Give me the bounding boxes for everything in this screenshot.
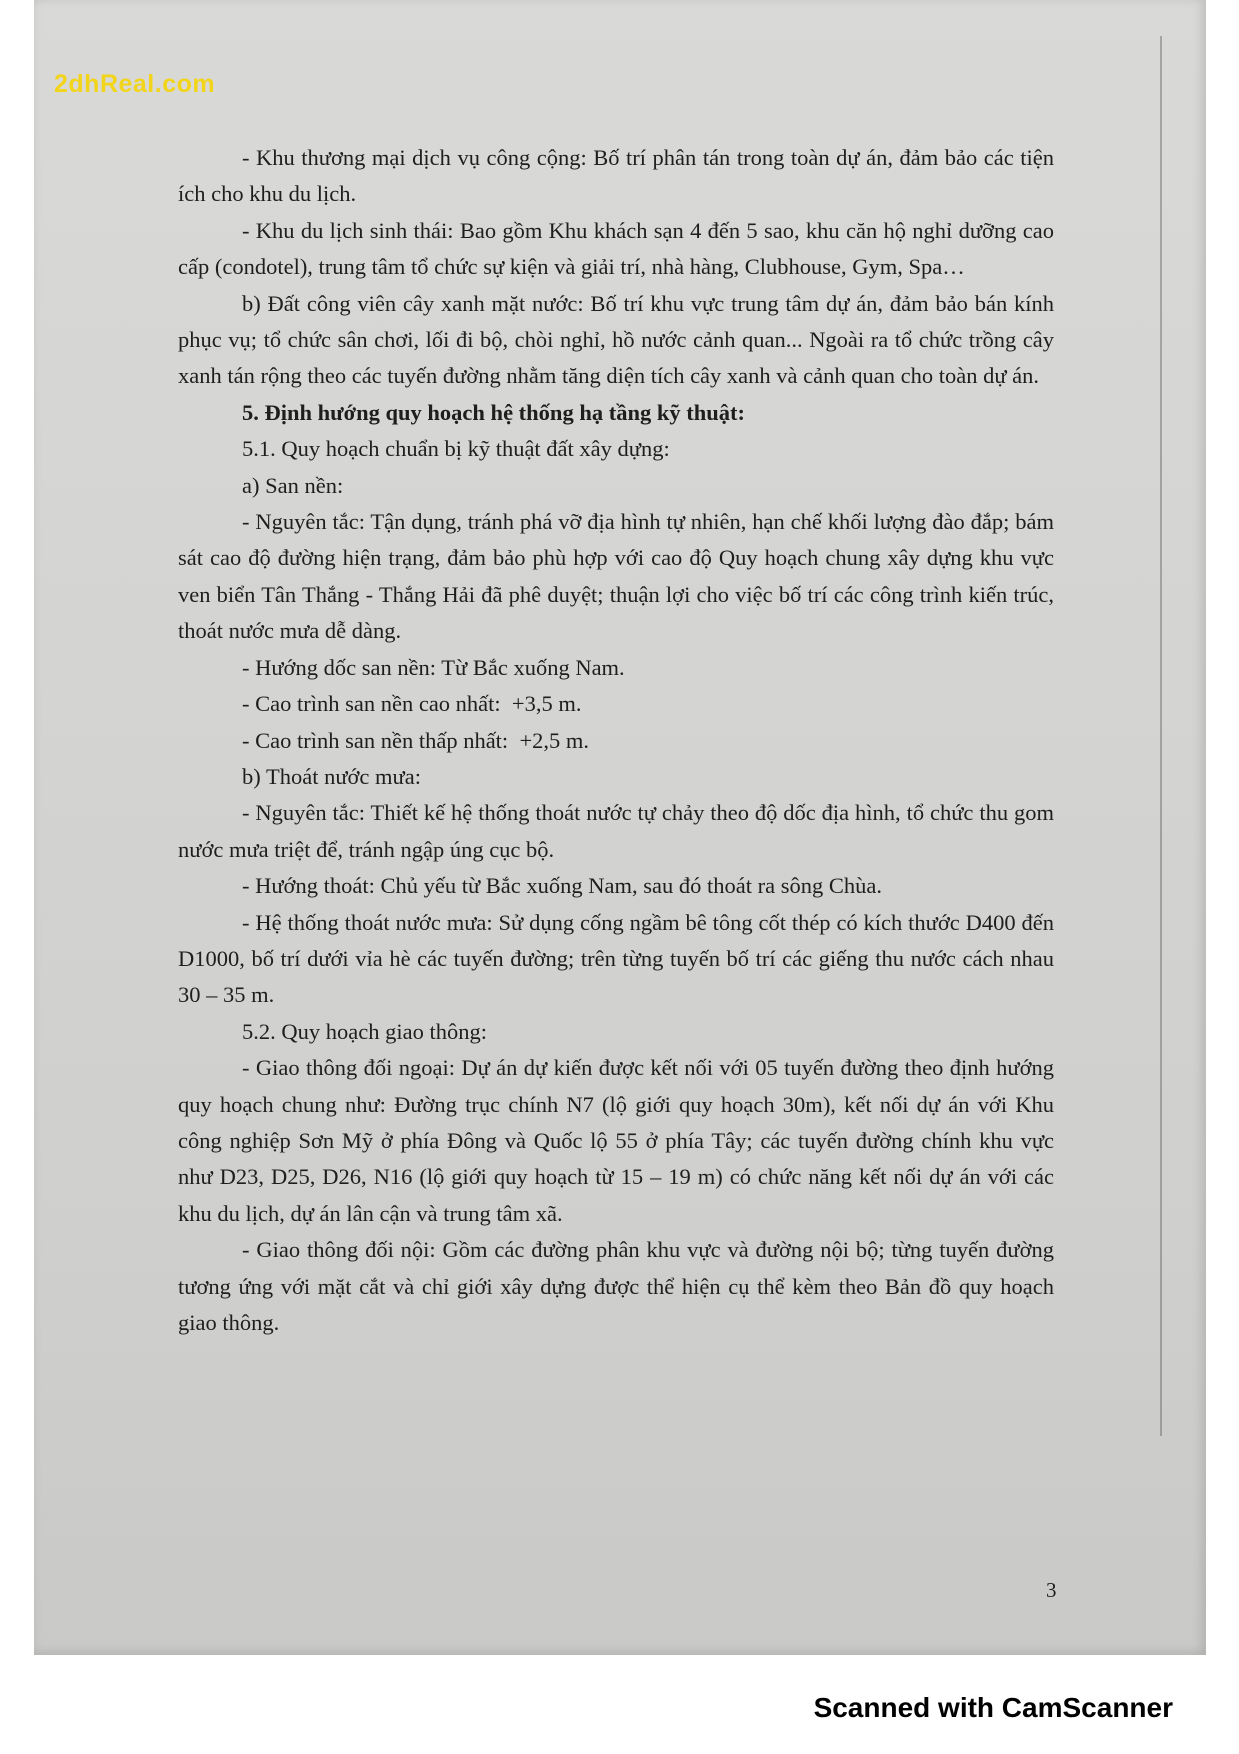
paragraph-internal-transport: - Giao thông đối nội: Gồm các đường phân khu vực và đường nội bộ; từng tuyến đường tương ứng với mặt cắt và chỉ giới xây dựng được thể hiện cụ thể kèm theo Bản đồ quy hoạch giao thông.: [178, 1237, 1054, 1335]
paragraph-external-transport: - Giao thông đối ngoại: Dự án dự kiến được kết nối với 05 tuyến đường theo định hướng quy hoạch chung như: Đường trục chính N7 (lộ giới quy hoạch 30m), kết nối dự án với Khu công nghiệp Sơn Mỹ ở phía Đông và Quốc lộ 55 ở phía Tây; các tuyến đường chính khu vực như D23, D25, D26, N16 (lộ giới quy hoạch từ 15 – 19 m) có chức năng kết nối dự án với các khu du lịch, dự án lân cận và trung tâm xã.: [178, 1055, 1054, 1226]
camscanner-footer: Scanned with CamScanner: [813, 1692, 1173, 1723]
paragraph-commercial-services: - Khu thương mại dịch vụ công cộng: Bố trí phân tán trong toàn dự án, đảm bảo các tiện ích cho khu du lịch.: [178, 145, 1054, 207]
document-body: [178, 140, 1054, 1341]
subsection-heading-site-preparation: 5.1. Quy hoạch chuẩn bị kỹ thuật đất xây dựng:: [242, 436, 670, 462]
section-heading-infrastructure: 5. Định hướng quy hoạch hệ thống hạ tầng kỹ thuật:: [242, 399, 745, 425]
subsection-heading-transport: 5.2. Quy hoạch giao thông:: [242, 1018, 487, 1044]
item-heading-rain-drainage: b) Thoát nước mưa:: [242, 763, 421, 789]
item-heading-grading: a) San nền:: [242, 472, 344, 498]
paragraph-green-park: b) Đất công viên cây xanh mặt nước: Bố trí khu vực trung tâm dự án, đảm bảo bán kính phục vụ; tổ chức sân chơi, lối đi bộ, chòi nghỉ, hồ nước cảnh quan... Ngoài ra tổ chức trồng cây xanh tán rộng theo các tuyến đường nhằm tăng diện tích cây xanh và cảnh quan cho toàn dự án.: [178, 290, 1054, 389]
paragraph-eco-tourism: - Khu du lịch sinh thái: Bao gồm Khu khách sạn 4 đến 5 sao, khu căn hộ nghỉ dưỡng cao cấp (condotel), trung tâm tổ chức sự kiện và giải trí, nhà hàng, Clubhouse, Gym, Spa…: [178, 217, 1054, 280]
page-number: 3: [1046, 1578, 1057, 1602]
paragraph-grading-max: - Cao trình san nền cao nhất: +3,5 m.: [242, 691, 582, 717]
paragraph-drainage-principle: - Nguyên tắc: Thiết kế hệ thống thoát nước tự chảy theo độ dốc địa hình, tổ chức thu gom nước mưa triệt để, tránh ngập úng cục bộ.: [178, 800, 1054, 862]
paragraph-drainage-system: - Hệ thống thoát nước mưa: Sử dụng cống ngầm bê tông cốt thép có kích thước D400 đến D1000, bố trí dưới vỉa hè các tuyến đường; trên từng tuyến bố trí các giếng thu nước cách nhau 30 – 35 m.: [178, 909, 1054, 1008]
paragraph-grading-slope: - Hướng dốc san nền: Từ Bắc xuống Nam.: [242, 654, 625, 680]
paragraph-grading-min: - Cao trình san nền thấp nhất: +2,5 m.: [242, 727, 590, 753]
paragraph-drainage-direction: - Hướng thoát: Chủ yếu từ Bắc xuống Nam, sau đó thoát ra sông Chùa.: [242, 873, 882, 899]
watermark: 2dhReal.com: [54, 70, 216, 98]
paragraph-grading-principle: - Nguyên tắc: Tận dụng, tránh phá vỡ địa hình tự nhiên, hạn chế khối lượng đào đắp; bám sát cao độ đường hiện trạng, đảm bảo phù hợp với cao độ Quy hoạch chung xây dựng khu vực ven biển Tân Thắng - Thắng Hải đã phê duyệt; thuận lợi cho việc bố trí các công trình kiến trúc, thoát nước mưa dễ dàng.: [178, 509, 1054, 644]
page-edge-shadow: [1160, 36, 1162, 1436]
